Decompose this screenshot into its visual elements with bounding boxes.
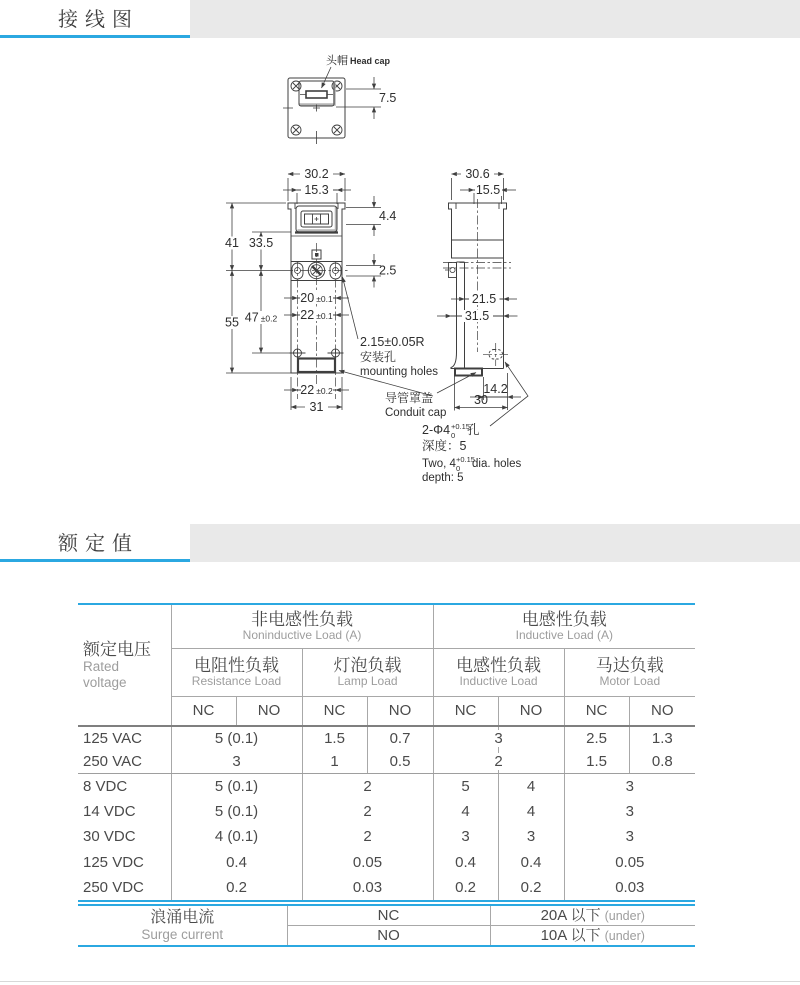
cell-ind <box>433 726 564 750</box>
cell-ind-nc: 0.2 <box>433 875 498 901</box>
cell-ind-value: 2 <box>490 753 506 770</box>
mount-label-en: mounting holes <box>360 366 438 378</box>
surge-value-sub: (under) <box>604 908 645 923</box>
dim-20: 20 ±0.1 <box>300 291 333 305</box>
sub-inductive-cn: 电感性负载 <box>456 655 542 675</box>
dim-4-4: 4.4 <box>379 209 397 223</box>
group-inductive <box>433 604 695 649</box>
dim-41: 41 <box>225 236 239 250</box>
section-header-gray-bar <box>190 0 800 38</box>
cell-res: 0.4 <box>171 850 302 875</box>
dim-2-5: 2.5 <box>379 263 397 278</box>
row-label: 14 VDC <box>78 799 171 824</box>
cell-ind-value: 3 <box>490 730 506 747</box>
cell-lamp-no: 0.5 <box>367 750 433 774</box>
ncno-header: NC <box>171 697 236 727</box>
cell-lamp: 0.03 <box>302 875 433 901</box>
cell-ind-no: 4 <box>498 799 564 824</box>
page-bottom-rule <box>0 981 800 982</box>
sub-resistance-en: Resistance Load <box>191 674 282 689</box>
cell-res: 0.2 <box>171 875 302 901</box>
holes-note-en-post: dia. holes <box>472 458 522 470</box>
table-row-ncno <box>78 697 695 727</box>
cell-res: 5 (0.1) <box>171 774 302 800</box>
cell-ind-no: 0.2 <box>498 875 564 901</box>
sub-motor <box>564 649 695 697</box>
surge-label <box>78 905 287 946</box>
dim-22b: 22 ±0.2 <box>300 383 333 397</box>
cell-motor-nc: 2.5 <box>564 726 629 750</box>
dim-47: 47 ±0.2 <box>244 310 278 325</box>
head-cap-label-en: Head cap <box>350 56 391 66</box>
table-row-250vac <box>78 750 695 774</box>
cell-lamp-nc: 1.5 <box>302 726 367 750</box>
cell-ind-nc: 3 <box>433 824 498 850</box>
row-label: 30 VDC <box>78 824 171 850</box>
row-label: 250 VDC <box>78 875 171 901</box>
ncno-header: NC <box>564 697 629 727</box>
surge-value <box>490 905 695 926</box>
cell-lamp: 2 <box>302 824 433 850</box>
conduit-label-en: Conduit cap <box>385 407 447 419</box>
ncno-header: NC <box>302 697 367 727</box>
cell-motor: 3 <box>625 802 634 820</box>
mount-radius-label: 2.15±0.05R <box>360 335 425 349</box>
surge-value-sub: (under) <box>604 928 645 943</box>
dim-15-5: 15.5 <box>475 183 501 197</box>
dim-14-2: 14.2 <box>483 382 508 396</box>
group-inductive-en: Inductive Load (A) <box>515 628 613 643</box>
surge-value-main: 20A 以下 <box>540 906 601 924</box>
holes-note-tol-sup: +0.15 <box>451 422 470 431</box>
holes-depth-cn: 深度：5 <box>422 439 467 453</box>
dim-30-6: 30.6 <box>465 167 490 181</box>
surge-contact: NC <box>287 905 490 926</box>
section-title-wiring: 接线图 <box>0 0 190 38</box>
ncno-header: NO <box>629 697 695 727</box>
cell-motor: 0.03 <box>615 878 645 896</box>
cell-motor-nc: 1.5 <box>564 750 629 774</box>
cell-motor: 3 <box>625 777 634 795</box>
table-row-125vdc <box>78 850 695 875</box>
sub-lamp-en: Lamp Load <box>337 674 398 689</box>
table-row-250vdc <box>78 875 695 901</box>
ratings-table-wrap <box>78 603 695 947</box>
sub-resistance <box>171 649 302 697</box>
surge-row-nc <box>78 905 695 926</box>
cell-motor-no: 0.8 <box>629 750 695 774</box>
cell-lamp: 2 <box>302 799 433 824</box>
section-header-gray-bar <box>190 524 800 562</box>
holes-note-tol-sub: 0 <box>451 431 456 440</box>
ncno-header: NO <box>236 697 302 727</box>
cell-ind-no: 0.4 <box>498 850 564 875</box>
dim-22a: 22 ±0.1 <box>300 308 333 322</box>
cell-ind <box>433 750 564 774</box>
head-cap-label-cn: 头帽 <box>326 55 348 67</box>
sub-lamp-cn: 灯泡负载 <box>333 655 402 675</box>
rated-voltage-cn: 额定电压 <box>83 639 151 659</box>
surge-value-main: 10A 以下 <box>540 926 601 944</box>
mount-label-cn: 安装孔 <box>360 350 397 364</box>
section-header-wiring <box>0 0 800 38</box>
cell-ind-nc: 5 <box>433 774 498 800</box>
cell-lamp-nc: 1 <box>302 750 367 774</box>
surge-label-en: Surge current <box>141 926 224 942</box>
ncno-header: NO <box>498 697 564 727</box>
holes-note-cn-pre: 2-Φ4 <box>422 423 451 437</box>
dim-31-5: 31.5 <box>464 309 490 323</box>
ncno-header: NO <box>367 697 433 727</box>
row-label: 8 VDC <box>78 774 171 800</box>
dimension-labels <box>220 53 521 484</box>
group-inductive-cn: 电感性负载 <box>521 609 607 629</box>
rated-voltage-en2: voltage <box>83 674 127 690</box>
cell-ind-no: 3 <box>498 824 564 850</box>
group-noninductive-cn: 非电感性负载 <box>251 609 354 629</box>
holes-note-en-sup: +0.15 <box>456 455 475 464</box>
group-noninductive-en: Noninductive Load (A) <box>242 628 362 643</box>
sub-inductive <box>433 649 564 697</box>
dim-33-5: 33.5 <box>248 236 274 250</box>
cell-motor-no: 1.3 <box>651 729 673 747</box>
section-header-ratings <box>0 524 800 562</box>
table-row-30vdc <box>78 824 695 850</box>
cell-ind-no: 4 <box>498 774 564 800</box>
table-row-8vdc <box>78 774 695 800</box>
ratings-table <box>78 603 695 902</box>
dim-30: 30 <box>474 393 488 407</box>
cell-res: 3 <box>171 750 302 774</box>
row-label: 125 VAC <box>78 726 171 750</box>
cell-lamp: 2 <box>302 774 433 800</box>
surge-current-table <box>78 904 695 947</box>
conduit-label-cn: 导管罩盖 <box>385 391 434 405</box>
cell-res: 5 (0.1) <box>171 726 302 750</box>
sub-inductive-en: Inductive Load <box>459 674 538 689</box>
dim-15-3: 15.3 <box>304 183 329 197</box>
table-row-125vac <box>78 726 695 750</box>
holes-note-en-sub: 0 <box>456 464 461 473</box>
dim-31: 31 <box>309 400 324 414</box>
rated-voltage-en1: Rated <box>83 659 120 675</box>
cell-motor: 3 <box>625 828 634 846</box>
row-label: 125 VDC <box>78 850 171 875</box>
table-row-14vdc <box>78 799 695 824</box>
side-view <box>445 203 507 376</box>
cell-res: 5 (0.1) <box>171 799 302 824</box>
dim-30-2: 30.2 <box>304 167 329 181</box>
sub-motor-en: Motor Load <box>599 674 661 689</box>
rated-voltage-header <box>78 604 171 726</box>
top-view <box>283 78 345 144</box>
holes-note-en-pre: Two, 4 <box>422 458 456 470</box>
cell-lamp-no: 0.7 <box>367 726 433 750</box>
surge-contact: NO <box>287 926 490 947</box>
surge-label-cn: 浪涌电流 <box>150 908 215 926</box>
ncno-header: NC <box>433 697 498 727</box>
group-noninductive <box>171 604 433 649</box>
cell-ind-nc: 0.4 <box>433 850 498 875</box>
cell-motor: 0.05 <box>615 853 645 871</box>
dim-7-5: 7.5 <box>379 91 397 105</box>
sub-motor-cn: 马达负载 <box>595 655 664 675</box>
cell-lamp: 0.05 <box>302 850 433 875</box>
table-row-subheaders <box>78 649 695 697</box>
section-title-ratings: 额定值 <box>0 524 190 562</box>
dim-21-5: 21.5 <box>471 292 497 306</box>
table-row-groups <box>78 604 695 649</box>
technical-drawing <box>0 45 800 505</box>
surge-value <box>490 926 695 947</box>
sub-resistance-cn: 电阻性负载 <box>194 655 279 675</box>
holes-note-cn-post: 孔 <box>467 423 480 437</box>
row-label: 250 VAC <box>78 750 171 774</box>
cell-res: 4 (0.1) <box>171 824 302 850</box>
sub-lamp <box>302 649 433 697</box>
dim-55: 55 <box>225 315 239 330</box>
cell-ind-nc: 4 <box>433 799 498 824</box>
holes-depth-en: depth: 5 <box>422 472 464 484</box>
drawing-shapes <box>283 78 511 399</box>
